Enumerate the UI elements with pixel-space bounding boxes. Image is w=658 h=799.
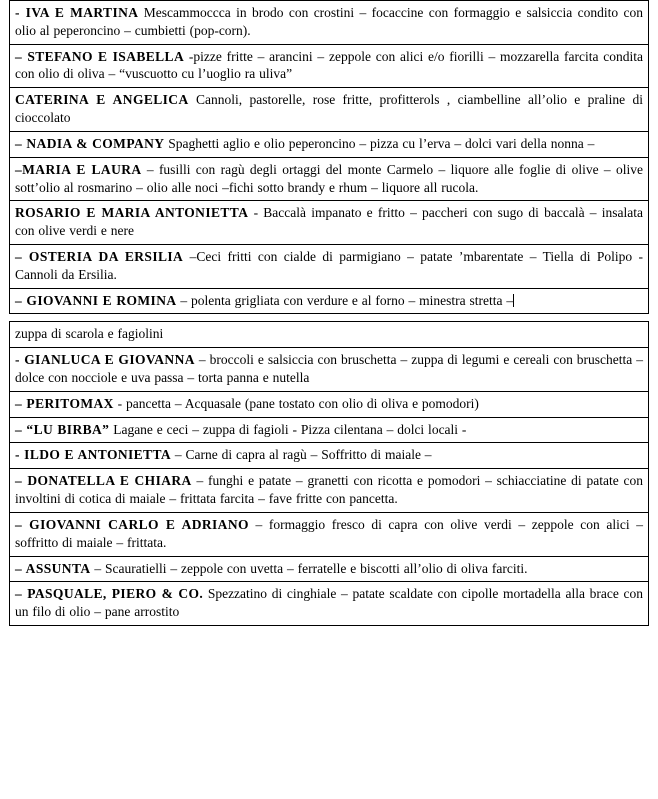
table-row (10, 443, 649, 469)
table-row (10, 1, 649, 45)
entry-name: – PASQUALE, PIERO & CO. (15, 586, 204, 602)
menu-entry-cell (10, 322, 649, 348)
entry-name: – GIOVANNI CARLO E ADRIANO (15, 516, 249, 532)
entry-text: Mescammoccca in brodo con crostini – focaccine con formaggio e salsiccia condito con olio al peperoncino – cumbietti (pop-corn). (15, 5, 644, 38)
menu-entry-cell (10, 391, 649, 417)
menu-entry-cell (10, 582, 649, 626)
entry-text: – Scauratielli – zeppole con uvetta – ferratelle e biscotti all’olio di oliva farciti. (94, 560, 528, 576)
menu-table-top-body (10, 1, 649, 314)
menu-table-bottom (9, 321, 649, 626)
table-row (10, 417, 649, 443)
entry-name: – ASSUNTA (15, 560, 91, 576)
table-row (10, 322, 649, 348)
menu-entry-cell (10, 469, 649, 513)
table-row (10, 582, 649, 626)
entry-text: – polenta grigliata con verdure e al forno – minestra stretta – (180, 292, 514, 308)
menu-entry-cell (10, 556, 649, 582)
entry-text: – Carne di capra al ragù – Soffritto di maiale – (174, 447, 432, 463)
entry-name: – STEFANO E ISABELLA (15, 48, 185, 64)
entry-text: –Ceci fritti con cialde di parmigiano – patate ’mbarentate – Tiella di Polipo - Cannoli da Ersilia. (15, 248, 643, 282)
menu-entry-cell (10, 131, 649, 157)
menu-entry-cell (10, 288, 649, 314)
menu-entry-cell (10, 348, 649, 392)
entry-text: Cannoli, pastorelle, rose fritte, profitterols , ciambelline all’olio e praline di cioccolato (15, 92, 644, 126)
entry-text: Spezzatino di cinghiale – patate scaldate con cipolle mortadella alla brace con un filo di olio – pane arrostito (15, 586, 643, 620)
entry-text: - Baccalà impanato e fritto – paccheri con sugo di baccalà – insalata con olive verdi e nere (15, 205, 643, 239)
menu-entry-cell (10, 88, 649, 132)
entry-name: ROSARIO E MARIA ANTONIETTA (15, 205, 249, 221)
menu-entry-cell (10, 1, 649, 45)
table-row (10, 556, 649, 582)
entry-text: – fusilli con ragù degli ortaggi del monte Carmelo – liquore alle foglie di olive – olive sott’olio al rosmarino – olio alle noci –fichi sotto brandy e rhum – liquore all rucola. (15, 161, 644, 195)
entry-name: –MARIA E LAURA (15, 161, 142, 177)
table-row (10, 469, 649, 513)
table-row (10, 44, 649, 88)
entry-text: Spaghetti aglio e olio peperoncino – pizza cu l’erva – dolci vari della nonna – (168, 135, 595, 151)
entry-text: - pancetta – Acquasale (pane tostato con olio di oliva e pomodori) (117, 395, 479, 411)
table-row (10, 88, 649, 132)
entry-text: – broccoli e salsiccia con bruschetta – zuppa di legumi e cereali con bruschetta – dolce con nocciole e uva passa – torta panna e nutella (15, 352, 644, 385)
table-row (10, 201, 649, 245)
menu-entry-cell (10, 512, 649, 556)
entry-name: - GIANLUCA E GIOVANNA (15, 352, 195, 368)
entry-name: – PERITOMAX (15, 395, 114, 411)
entry-text: Lagane e ceci – zuppa di fagioli - Pizza cilentana – dolci locali - (113, 421, 467, 437)
entry-name: – GIOVANNI E ROMINA (15, 292, 177, 308)
menu-table-top (9, 0, 649, 314)
entry-name: CATERINA E ANGELICA (15, 92, 189, 108)
menu-entry-cell (10, 417, 649, 443)
menu-entry-cell (10, 244, 649, 288)
entry-name: – OSTERIA DA ERSILIA (15, 248, 184, 264)
text-cursor (513, 294, 514, 307)
menu-table-bottom-body (10, 322, 649, 626)
entry-name: – NADIA & COMPANY (15, 135, 165, 151)
table-row (10, 391, 649, 417)
table-row (10, 288, 649, 314)
menu-entry-cell (10, 157, 649, 201)
menu-entry-cell (10, 443, 649, 469)
entry-text: – funghi e patate – granetti con ricotta e pomodori – schiacciatine di patate con involtini di cotica di maiale – frittata farcita – fave fritte con pancetta. (15, 473, 644, 507)
menu-entry-cell (10, 44, 649, 88)
entry-name: - ILDO E ANTONIETTA (15, 447, 172, 463)
table-row (10, 131, 649, 157)
entry-text: – formaggio fresco di capra con olive verdi – zeppole con alici – soffritto di maiale – frittata. (15, 516, 643, 550)
entry-name: – DONATELLA E CHIARA (15, 473, 192, 489)
table-row (10, 348, 649, 392)
entry-name: – “LU BIRBA” (15, 421, 110, 437)
table-row (10, 512, 649, 556)
table-row (10, 244, 649, 288)
menu-entry-cell (10, 201, 649, 245)
entry-name: - IVA E MARTINA (15, 5, 139, 20)
table-row (10, 157, 649, 201)
entry-text: zuppa di scarola e fagiolini (15, 326, 164, 342)
entry-text: -pizze fritte – arancini – zeppole con alici e/o fiorilli – mozzarella farcita condita con olio di oliva – “vuscuotto cu l’uoglio ra uliva” (15, 48, 644, 82)
